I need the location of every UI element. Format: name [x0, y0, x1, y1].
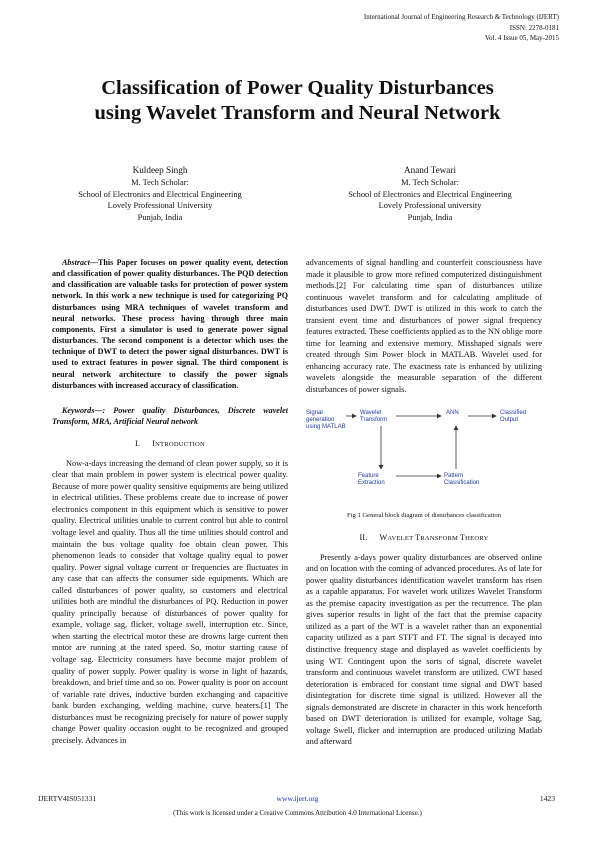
- author-role: M. Tech Scholar:: [131, 177, 189, 187]
- volume-issue: Vol. 4 Issue 05, May-2015: [484, 34, 559, 42]
- author-university: Lovely Professional University: [107, 201, 213, 211]
- author-location: Punjab, India: [137, 213, 183, 223]
- journal-header: [364, 12, 559, 44]
- label-signal-generation: Signal generation using MATLAB: [306, 409, 346, 430]
- section-initial: I: [152, 439, 156, 449]
- word-rest: HEORY: [465, 535, 489, 543]
- author-name: Kuldeep Singh: [132, 165, 188, 175]
- title-line-2: using Wavelet Transform and Neural Network: [94, 102, 501, 124]
- author-location: Punjab, India: [407, 213, 453, 223]
- section-heading-introduction: [52, 438, 288, 451]
- word-initial: T: [415, 533, 421, 543]
- label-classified-output: Classified Output: [500, 409, 527, 423]
- figure-caption: Fig 1 General block diagram of disturbances classification: [347, 511, 501, 519]
- section-number: II.: [359, 533, 368, 543]
- left-column: [52, 257, 288, 746]
- section-rest: NTRODUCTION: [155, 441, 205, 449]
- keywords: Keywords—: Power quality Disturbances, Discrete wavelet Transform, MRA, Artificial Neural network: [52, 405, 288, 427]
- journal-website-link[interactable]: www.ijert.org: [276, 794, 319, 803]
- block-diagram: [306, 404, 542, 504]
- license-notice: (This work is licensed under a Creative Commons Attribution 4.0 International License.): [173, 809, 422, 817]
- paper-id: IJERTV4IS051331: [38, 794, 97, 803]
- abstract: [52, 257, 288, 391]
- page-number: 1423: [539, 794, 555, 803]
- introduction-text: Now-a-days increasing the demand of clean power supply, so it is clear that main problem in power system is electrical power quality. Because of more power quality sensitive equipments are being utilized in electrical utilities. These problems create due to increase of power electronics component in this equipment which is sensitive to power quality. Electrical utilities unable to current control but able to control voltage level and quality. Thus all the time utilities should control and maintain the bus voltage quality foe obtain clean power. This phenomenon leads to consider that voltage quality equal to power quality. Power signal voltage current or frequencies are fluctuates in any case that can affects the consumer side equipments. Which are called disturbances of power quality, so customers and electrical utilities both are mindful the disturbances of PQ. Reduction in power quality principally because of disturbances of power quality for example, voltage sag, flicker, voltage swell, interruption etc. Since, when starting the electrical motor these are drowns large current then motor are running at the rated speed. So, motor starting cause of voltage sag. Electricity consumers have become major problem of quality of power supply. Power quality is worse in light of hazards, breakdown, and brief time and so on. Power quality is poor on account of variable rate drives, inductive burden exchanging and capacitive bank burden exchanging, welding machine, curve heaters.[1] The disturbances must be recognizing precisely for nature of power supply change Power quality occasion ought to be recognized and grouped precisely. Advances in: [52, 458, 288, 745]
- label-pattern-classification: Pattern Classification: [444, 472, 480, 486]
- author-role: M. Tech Scholar:: [401, 177, 459, 187]
- right-column: [306, 257, 542, 748]
- word-rest: AVELET: [387, 535, 416, 543]
- author-school: School of Electronics and Electrical Engineering: [348, 189, 512, 199]
- abstract-text: —This Paper focuses on power quality event, detection and classification of power quality disturbances. The PQD detection and classification are valuable tasks for protection of power system network. In this work a new technique is used for categorizing PQ disturbances using MRA techniques of wavelet transform and neural networks. These process having through three main components. First a simulator is used to generate power signal disturbances. The second component is a detector which uses the technique of DWT to detect the power signal disturbances. DWT is used to extract features in power signal. The third component is neural network architecture to classify the power signals disturbances with increased accuracy of classification.: [52, 258, 288, 390]
- issn: ISSN: 2278-0181: [509, 23, 559, 32]
- title-line-1: Classification of Power Quality Disturbances: [101, 77, 494, 99]
- label-ann: ANN: [446, 409, 459, 416]
- word-rest: RANSFORM: [420, 535, 460, 543]
- theory-text: Presently a-days power quality disturbances are observed online and on location with the coming of advanced procedures. As of late for power quality disturbances identification wavelet transform has risen as a capable apparatus. For wavelet work utilizes Wavelet Transform as the premise capacity investigation as per the recurrence. The plan gives superior results in light of the fact that the premise capacity utilized as a part of the WT is a wavelet rather than an exponential capacity utilized as a part STFT and FT. The signal is decayed into distinctive frequency stage and displayed as wavelet coefficients by using WT. Contingent upon the sorts of signal, discrete wavelet transform and continuous wavelet transform are utilized. CWT based deterioration is embraced for constant time signal and DWT based disintegration for discrete time signal is utilized. However all the signals demonstrated are discrete in character in this work henceforth based on DWT deterioration is utilized for example, voltage Sag, voltage Swell, flicker and interruption are produced utilizing Matlab and afterward: [306, 552, 542, 747]
- word-initial: T: [459, 533, 466, 543]
- author-university: Lovely Professional university: [378, 201, 482, 211]
- section-heading-wavelet-theory: [306, 532, 542, 545]
- continued-text: advancements of signal handling and counterfeit consciousness have made it plausible to grow more refined computerized distinguishment methods.[2] For calculating time span of disturbances utilize continuous wavelet transform and for calculating amplitude of disturbances used DWT. DWT is utilized in this work to catch the transient event time and disturbances of power signal frequency features extracted. These coefficients applied as to the NN oblige more time for learning and extensive memory. Misshaped signals were created through Sim Power block in MATLAB. Wavelet used for enhancing accuracy rate. The exactness rate is enhanced by utilizing wavelets alongside the measurable separation of the different disturbances of power signals.: [306, 258, 542, 395]
- author-block-1: [45, 165, 275, 224]
- abstract-label: Abstract: [62, 258, 90, 267]
- author-block-2: [315, 165, 545, 224]
- word-initial: W: [379, 533, 388, 543]
- label-feature-extraction: Feature Extraction: [358, 472, 385, 486]
- label-wavelet-transform: Wavelet Transform: [360, 409, 388, 423]
- author-school: School of Electronics and Electrical Engineering: [78, 189, 242, 199]
- paper-title: [30, 76, 565, 126]
- journal-name: International Journal of Engineering Research & Technology (IJERT): [363, 13, 559, 21]
- section-number: I.: [135, 439, 141, 449]
- author-name: Anand Tewari: [404, 165, 456, 175]
